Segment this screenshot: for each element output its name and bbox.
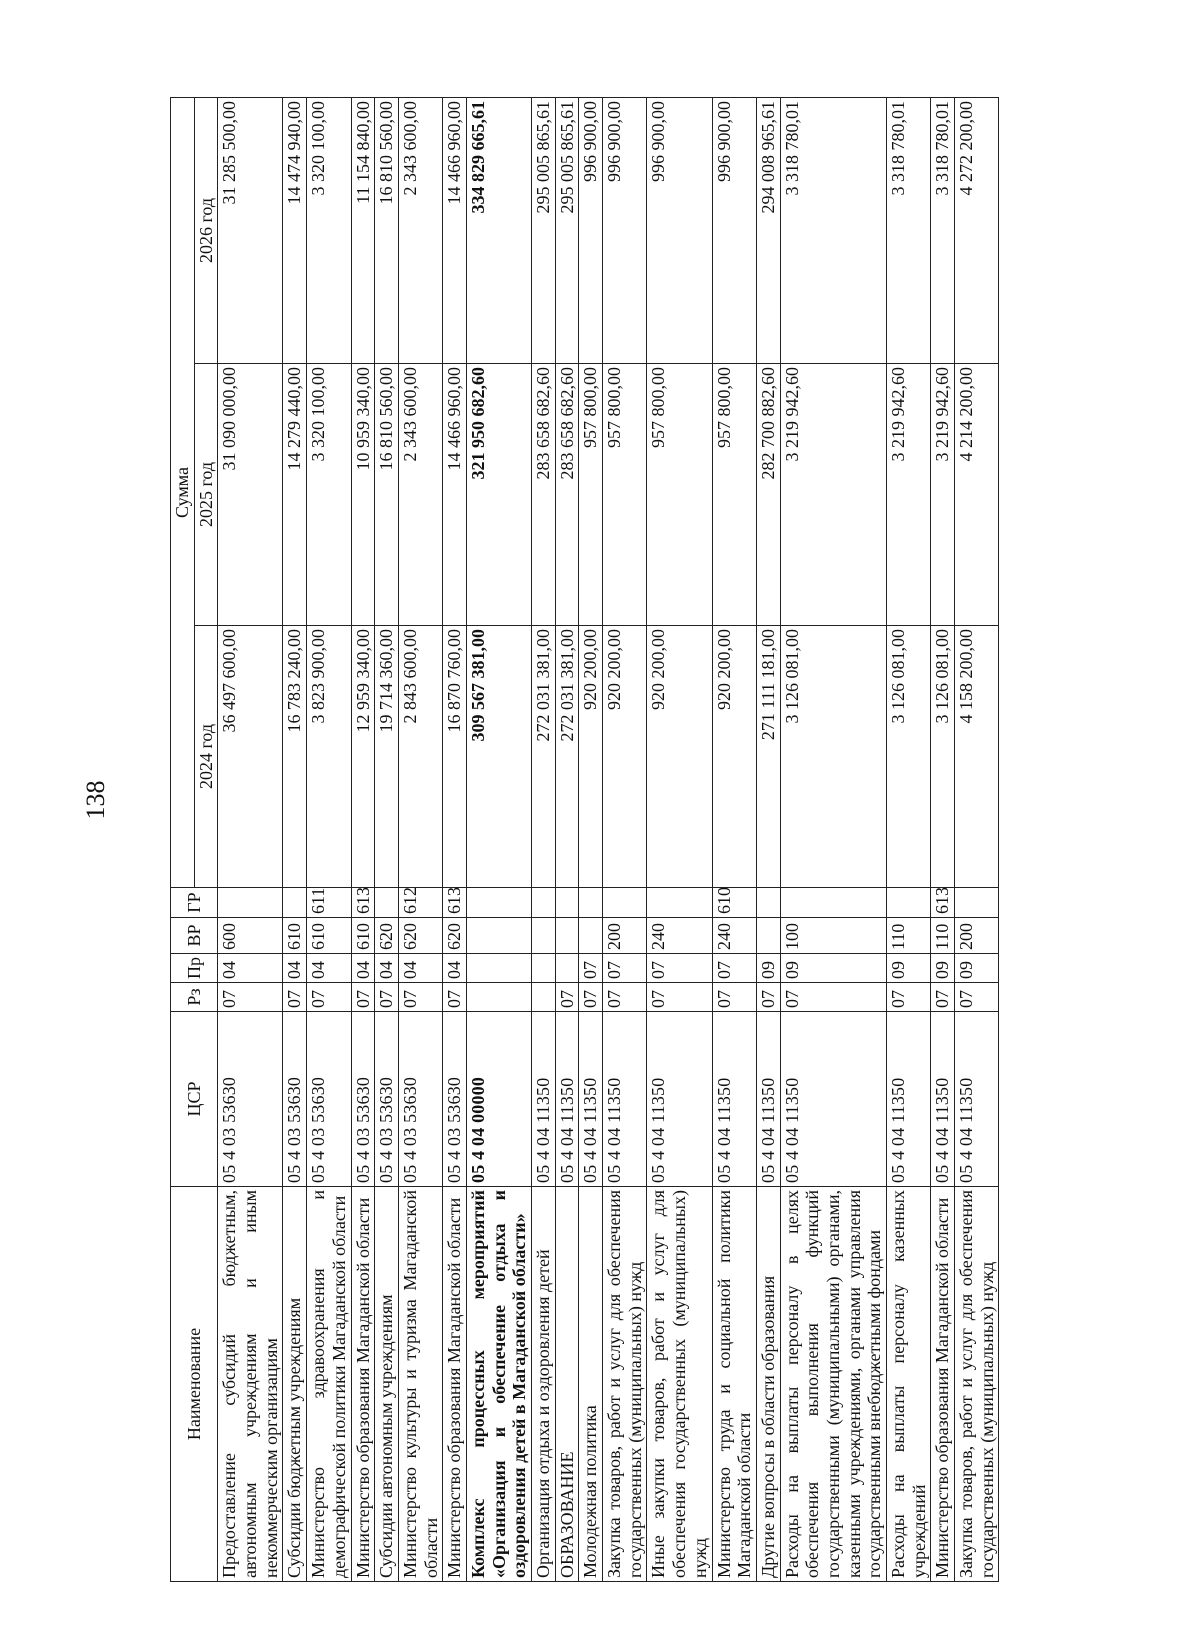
row-name: Министерство здравоохранения и демографической политики Магаданской области <box>307 1187 351 1582</box>
row-pr: 07 <box>647 954 712 983</box>
row-name: Министерство культуры и туризма Магаданской области <box>398 1187 442 1582</box>
row-rz: 07 <box>603 983 647 1012</box>
row-amount-2024: 16 783 240,00 <box>283 626 307 888</box>
row-rz: 07 <box>887 983 931 1012</box>
row-vr: 620 <box>375 918 399 954</box>
table-row <box>955 97 999 1581</box>
row-vr: 600 <box>218 918 283 954</box>
table-row <box>603 97 647 1581</box>
row-rz: 07 <box>712 983 756 1012</box>
row-vr: 240 <box>712 918 756 954</box>
row-csr: 05 4 03 53630 <box>398 1012 442 1187</box>
header-name: Наименование <box>171 1187 218 1582</box>
row-gr <box>603 888 647 918</box>
row-csr: 05 4 04 00000 <box>466 1012 531 1187</box>
row-pr: 09 <box>887 954 931 983</box>
row-csr: 05 4 04 11350 <box>931 1012 955 1187</box>
row-pr: 09 <box>780 954 886 983</box>
row-csr: 05 4 03 53630 <box>218 1012 283 1187</box>
row-vr: 240 <box>647 918 712 954</box>
row-amount-2024: 3 126 081,00 <box>780 626 886 888</box>
row-name: Субсидии бюджетным учреждениям <box>283 1187 307 1582</box>
header-pr: Пр <box>171 954 218 983</box>
row-amount-2024: 19 714 360,00 <box>375 626 399 888</box>
table-row <box>579 97 603 1581</box>
row-pr: 09 <box>756 954 780 983</box>
table-row <box>466 97 531 1581</box>
row-amount-2026: 996 900,00 <box>712 97 756 363</box>
row-gr <box>555 888 579 918</box>
header-csr: ЦСР <box>171 1012 218 1187</box>
row-csr: 05 4 04 11350 <box>712 1012 756 1187</box>
row-name: Расходы на выплаты персоналу казенных учреждений <box>887 1187 931 1582</box>
row-vr: 620 <box>443 918 467 954</box>
row-name: Субсидии автономным учреждениям <box>375 1187 399 1582</box>
row-name: Министерство образования Магаданской области <box>443 1187 467 1582</box>
row-amount-2026: 14 474 940,00 <box>283 97 307 363</box>
row-amount-2024: 920 200,00 <box>712 626 756 888</box>
row-gr <box>579 888 603 918</box>
row-name: Министерство образования Магаданской области <box>931 1187 955 1582</box>
row-pr: 04 <box>398 954 442 983</box>
row-amount-2025: 283 658 682,60 <box>555 364 579 626</box>
row-amount-2026: 11 154 840,00 <box>351 97 375 363</box>
table-row <box>555 97 579 1581</box>
row-name: Закупка товаров, работ и услуг для обеспечения государственных (муниципальных) нужд <box>955 1187 999 1582</box>
header-year-2026: 2026 год <box>194 97 218 363</box>
row-amount-2024: 3 126 081,00 <box>931 626 955 888</box>
row-name: Предоставление субсидий бюджетным, автономным учреждениям и иным некоммерческим организациям <box>218 1187 283 1582</box>
row-vr <box>579 918 603 954</box>
row-amount-2026: 294 008 965,61 <box>756 97 780 363</box>
row-gr <box>647 888 712 918</box>
table-row <box>532 97 556 1581</box>
row-rz: 07 <box>555 983 579 1012</box>
row-amount-2026: 14 466 960,00 <box>443 97 467 363</box>
row-name: Комплекс процессных мероприятий «Организация и обеспечение отдыха и оздоровления детей в Магаданской области» <box>466 1187 531 1582</box>
table-row <box>712 97 756 1581</box>
page-number: 138 <box>81 780 110 820</box>
row-amount-2026: 3 318 780,01 <box>780 97 886 363</box>
row-pr: 09 <box>955 954 999 983</box>
table-header <box>171 97 218 1581</box>
row-gr <box>887 888 931 918</box>
row-csr: 05 4 04 11350 <box>579 1012 603 1187</box>
row-rz: 07 <box>375 983 399 1012</box>
row-gr: 613 <box>443 888 467 918</box>
row-amount-2025: 4 214 200,00 <box>955 364 999 626</box>
row-vr: 100 <box>780 918 886 954</box>
row-rz: 07 <box>351 983 375 1012</box>
row-pr: 04 <box>218 954 283 983</box>
table-row <box>443 97 467 1581</box>
row-amount-2025: 957 800,00 <box>603 364 647 626</box>
row-name: Закупка товаров, работ и услуг для обеспечения государственных (муниципальных) нужд <box>603 1187 647 1582</box>
row-gr <box>780 888 886 918</box>
row-rz: 07 <box>443 983 467 1012</box>
row-rz <box>532 983 556 1012</box>
row-csr: 05 4 03 53630 <box>351 1012 375 1187</box>
row-amount-2024: 309 567 381,00 <box>466 626 531 888</box>
row-pr: 04 <box>307 954 351 983</box>
row-pr: 04 <box>375 954 399 983</box>
row-amount-2026: 3 320 100,00 <box>307 97 351 363</box>
row-pr: 04 <box>443 954 467 983</box>
row-amount-2025: 14 279 440,00 <box>283 364 307 626</box>
row-amount-2025: 283 658 682,60 <box>532 364 556 626</box>
table-body <box>218 97 999 1581</box>
row-rz: 07 <box>283 983 307 1012</box>
row-pr <box>555 954 579 983</box>
row-amount-2025: 2 343 600,00 <box>398 364 442 626</box>
table-row <box>351 97 375 1581</box>
row-gr <box>375 888 399 918</box>
row-csr: 05 4 04 11350 <box>887 1012 931 1187</box>
row-vr: 110 <box>887 918 931 954</box>
row-amount-2026: 3 318 780,01 <box>887 97 931 363</box>
row-amount-2024: 272 031 381,00 <box>555 626 579 888</box>
row-amount-2025: 957 800,00 <box>712 364 756 626</box>
row-csr: 05 4 04 11350 <box>780 1012 886 1187</box>
header-year-2024: 2024 год <box>194 626 218 888</box>
row-amount-2026: 31 285 500,00 <box>218 97 283 363</box>
table-row <box>307 97 351 1581</box>
row-gr <box>756 888 780 918</box>
row-vr: 200 <box>603 918 647 954</box>
row-gr: 613 <box>931 888 955 918</box>
row-rz: 07 <box>756 983 780 1012</box>
row-gr: 611 <box>307 888 351 918</box>
table-row <box>931 97 955 1581</box>
table-row <box>780 97 886 1581</box>
row-amount-2026: 295 005 865,61 <box>532 97 556 363</box>
table-row <box>375 97 399 1581</box>
row-amount-2025: 282 700 882,60 <box>756 364 780 626</box>
row-amount-2025: 3 320 100,00 <box>307 364 351 626</box>
row-gr <box>466 888 531 918</box>
row-csr: 05 4 03 53630 <box>283 1012 307 1187</box>
row-amount-2024: 920 200,00 <box>603 626 647 888</box>
row-amount-2026: 334 829 665,61 <box>466 97 531 363</box>
row-vr: 610 <box>283 918 307 954</box>
row-rz: 07 <box>398 983 442 1012</box>
row-amount-2024: 271 111 181,00 <box>756 626 780 888</box>
header-gr: ГР <box>171 888 218 918</box>
row-amount-2024: 4 158 200,00 <box>955 626 999 888</box>
row-name: Министерство труда и социальной политики Магаданской области <box>712 1187 756 1582</box>
row-csr: 05 4 04 11350 <box>955 1012 999 1187</box>
row-amount-2025: 3 219 942,60 <box>887 364 931 626</box>
row-amount-2025: 321 950 682,60 <box>466 364 531 626</box>
budget-table <box>170 97 999 1582</box>
row-amount-2024: 36 497 600,00 <box>218 626 283 888</box>
row-amount-2025: 10 959 340,00 <box>351 364 375 626</box>
row-amount-2024: 2 843 600,00 <box>398 626 442 888</box>
row-amount-2025: 14 466 960,00 <box>443 364 467 626</box>
row-name: Министерство образования Магаданской области <box>351 1187 375 1582</box>
table-row <box>647 97 712 1581</box>
row-amount-2026: 2 343 600,00 <box>398 97 442 363</box>
table-row <box>756 97 780 1581</box>
row-csr: 05 4 04 11350 <box>555 1012 579 1187</box>
row-amount-2024: 3 823 900,00 <box>307 626 351 888</box>
table-row <box>283 97 307 1581</box>
row-vr <box>555 918 579 954</box>
row-amount-2024: 272 031 381,00 <box>532 626 556 888</box>
row-vr: 200 <box>955 918 999 954</box>
row-amount-2025: 31 090 000,00 <box>218 364 283 626</box>
row-amount-2024: 3 126 081,00 <box>887 626 931 888</box>
row-csr: 05 4 03 53630 <box>443 1012 467 1187</box>
row-rz: 07 <box>955 983 999 1012</box>
row-amount-2025: 3 219 942,60 <box>931 364 955 626</box>
row-amount-2024: 920 200,00 <box>647 626 712 888</box>
rotated-table-wrapper <box>170 98 1035 1582</box>
row-gr <box>955 888 999 918</box>
header-rz: Рз <box>171 983 218 1012</box>
header-sum: Сумма <box>171 97 195 887</box>
row-amount-2024: 920 200,00 <box>579 626 603 888</box>
row-vr <box>756 918 780 954</box>
row-amount-2026: 4 272 200,00 <box>955 97 999 363</box>
header-year-2025: 2025 год <box>194 364 218 626</box>
row-name: Молодежная политика <box>579 1187 603 1582</box>
row-name: Другие вопросы в области образования <box>756 1187 780 1582</box>
row-gr: 612 <box>398 888 442 918</box>
table-row <box>218 97 283 1581</box>
row-pr <box>532 954 556 983</box>
row-amount-2026: 295 005 865,61 <box>555 97 579 363</box>
row-gr <box>283 888 307 918</box>
row-csr: 05 4 04 11350 <box>647 1012 712 1187</box>
row-name: Организация отдыха и оздоровления детей <box>532 1187 556 1582</box>
row-csr: 05 4 03 53630 <box>307 1012 351 1187</box>
row-amount-2026: 996 900,00 <box>603 97 647 363</box>
table-row <box>887 97 931 1581</box>
row-vr <box>466 918 531 954</box>
row-rz: 07 <box>647 983 712 1012</box>
row-name: Иные закупки товаров, работ и услуг для обеспечения государственных (муниципальных) нужд <box>647 1187 712 1582</box>
row-csr: 05 4 04 11350 <box>603 1012 647 1187</box>
row-amount-2024: 16 870 760,00 <box>443 626 467 888</box>
row-rz <box>466 983 531 1012</box>
row-rz: 07 <box>579 983 603 1012</box>
row-name: Расходы на выплаты персоналу в целях обеспечения выполнения функций государственными (муниципальными) органами, казенными учреждениями, органами управления государственными внебюджетными фондами <box>780 1187 886 1582</box>
row-amount-2026: 996 900,00 <box>579 97 603 363</box>
row-vr <box>532 918 556 954</box>
row-pr: 07 <box>603 954 647 983</box>
row-csr: 05 4 03 53630 <box>375 1012 399 1187</box>
row-amount-2026: 3 318 780,01 <box>931 97 955 363</box>
row-rz: 07 <box>931 983 955 1012</box>
row-amount-2025: 3 219 942,60 <box>780 364 886 626</box>
row-amount-2026: 996 900,00 <box>647 97 712 363</box>
row-csr: 05 4 04 11350 <box>756 1012 780 1187</box>
row-pr: 07 <box>712 954 756 983</box>
row-vr: 110 <box>931 918 955 954</box>
header-vr: ВР <box>171 918 218 954</box>
row-amount-2026: 16 810 560,00 <box>375 97 399 363</box>
row-gr <box>218 888 283 918</box>
row-pr <box>466 954 531 983</box>
row-amount-2024: 12 959 340,00 <box>351 626 375 888</box>
row-vr: 610 <box>307 918 351 954</box>
row-gr: 613 <box>351 888 375 918</box>
row-pr: 09 <box>931 954 955 983</box>
table-row <box>398 97 442 1581</box>
row-pr: 04 <box>351 954 375 983</box>
row-rz: 07 <box>218 983 283 1012</box>
row-amount-2025: 16 810 560,00 <box>375 364 399 626</box>
row-pr: 07 <box>579 954 603 983</box>
row-csr: 05 4 04 11350 <box>532 1012 556 1187</box>
row-rz: 07 <box>780 983 886 1012</box>
row-amount-2025: 957 800,00 <box>579 364 603 626</box>
row-gr <box>532 888 556 918</box>
row-pr: 04 <box>283 954 307 983</box>
row-vr: 610 <box>351 918 375 954</box>
row-vr: 620 <box>398 918 442 954</box>
row-name: ОБРАЗОВАНИЕ <box>555 1187 579 1582</box>
row-rz: 07 <box>307 983 351 1012</box>
row-amount-2025: 957 800,00 <box>647 364 712 626</box>
row-gr: 610 <box>712 888 756 918</box>
